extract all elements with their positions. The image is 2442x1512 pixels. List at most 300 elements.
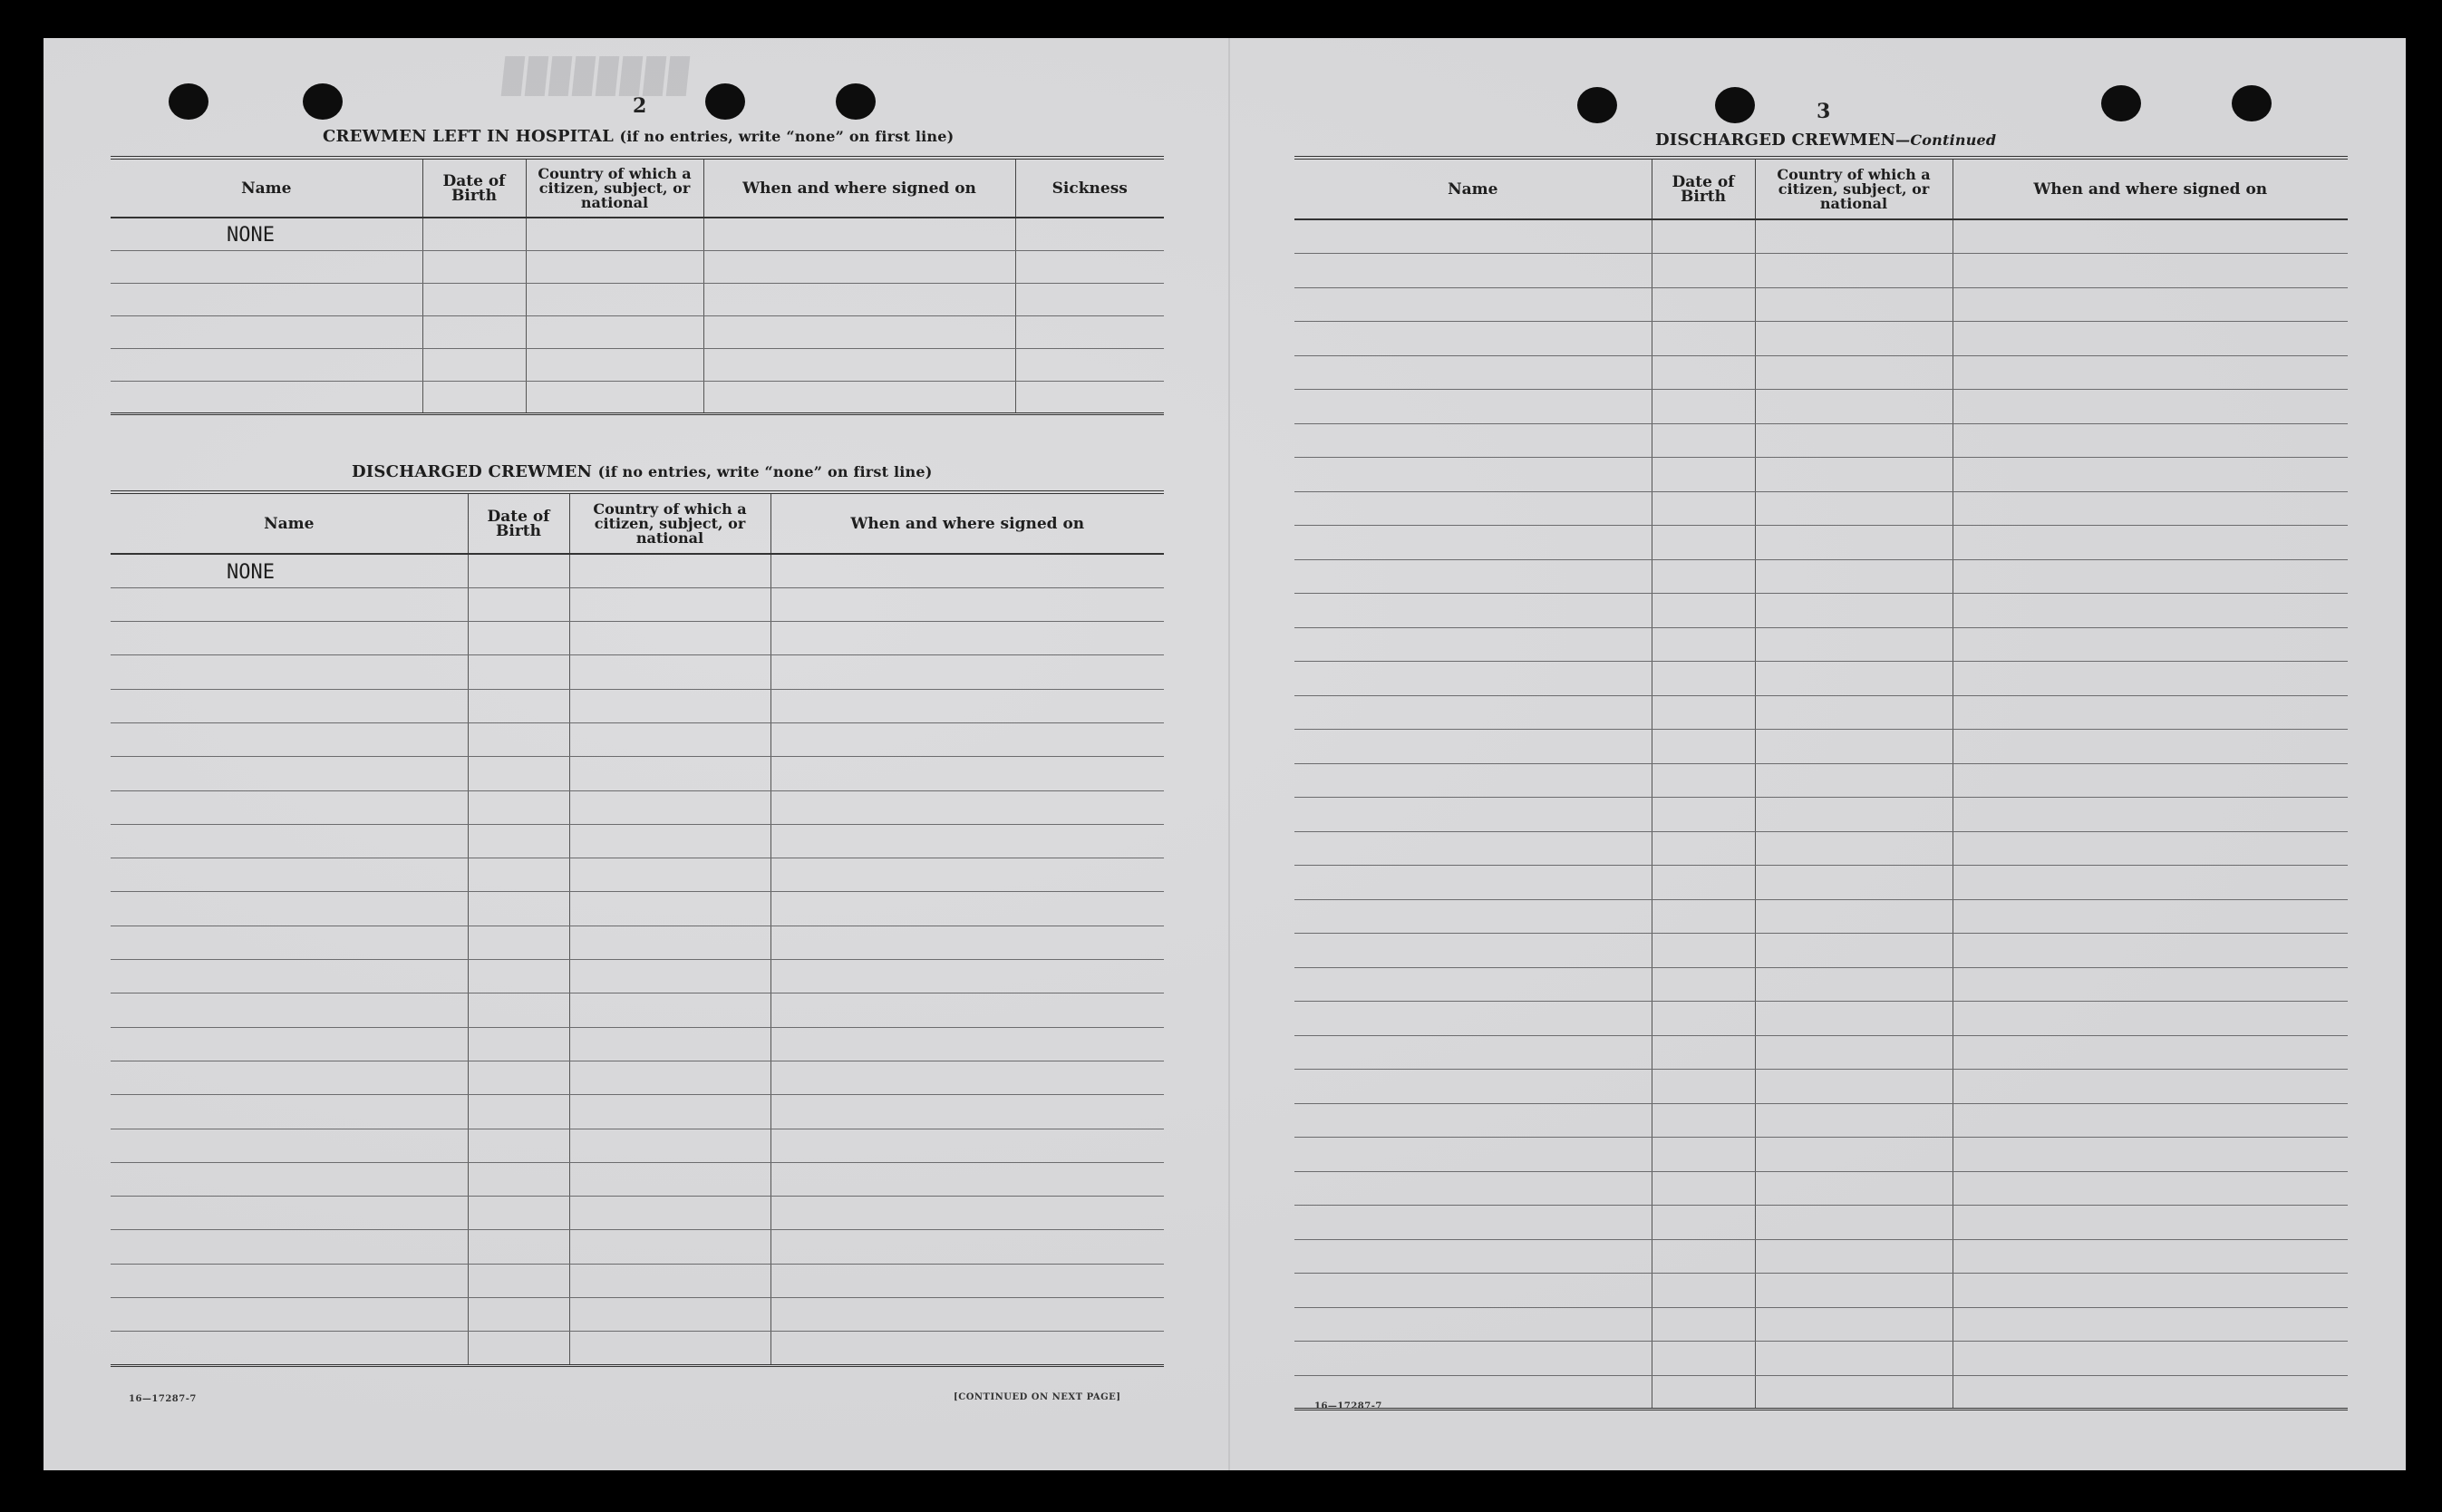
table-cell[interactable] <box>569 622 770 655</box>
table-cell[interactable] <box>569 554 770 587</box>
table-cell[interactable] <box>770 858 1164 892</box>
table-cell[interactable] <box>1953 1070 2348 1104</box>
faded-stamp <box>503 56 703 102</box>
column-header: Sickness <box>1015 158 1164 218</box>
table-row <box>111 790 1164 824</box>
table-cell[interactable] <box>1652 1070 1755 1104</box>
table-cell[interactable] <box>1755 254 1953 288</box>
table-cell[interactable] <box>468 1095 569 1129</box>
table-cell[interactable] <box>1755 1103 1953 1138</box>
table-cell[interactable] <box>1755 1307 1953 1342</box>
table-cell[interactable] <box>111 926 468 959</box>
table-row <box>111 554 1164 587</box>
table-cell[interactable] <box>569 1061 770 1094</box>
table-cell[interactable] <box>1953 934 2348 968</box>
table-cell[interactable] <box>422 315 526 348</box>
table-cell[interactable] <box>770 1095 1164 1129</box>
table-cell[interactable] <box>1652 458 1755 492</box>
table-row <box>111 1230 1164 1264</box>
table-cell[interactable] <box>1755 1206 1953 1240</box>
table-cell[interactable] <box>111 348 422 381</box>
table-cell[interactable] <box>1755 967 1953 1002</box>
table-cell[interactable] <box>1755 662 1953 696</box>
table-cell[interactable] <box>1652 1206 1755 1240</box>
table-cell[interactable] <box>1294 1274 1652 1308</box>
table-cell[interactable] <box>569 1264 770 1297</box>
table-cell[interactable] <box>111 1264 468 1297</box>
table-cell[interactable] <box>111 1298 468 1332</box>
table-cell[interactable] <box>1652 219 1755 254</box>
table-cell[interactable] <box>569 655 770 689</box>
table-cell[interactable] <box>1294 1342 1652 1376</box>
table-cell[interactable] <box>1953 1239 2348 1274</box>
table-cell[interactable] <box>770 1230 1164 1264</box>
table-cell[interactable] <box>1294 458 1652 492</box>
table-cell[interactable] <box>1652 287 1755 322</box>
column-header: When and where signed on <box>703 158 1015 218</box>
table-cell[interactable] <box>468 1332 569 1365</box>
table-cell[interactable] <box>1294 559 1652 594</box>
table-cell[interactable] <box>468 1162 569 1196</box>
table-cell[interactable] <box>1755 866 1953 900</box>
table-cell[interactable] <box>1294 662 1652 696</box>
table-cell[interactable] <box>1652 967 1755 1002</box>
table-cell[interactable] <box>770 722 1164 756</box>
table-cell[interactable] <box>770 824 1164 858</box>
table-row <box>1294 1002 2348 1036</box>
table-cell[interactable] <box>1755 1342 1953 1376</box>
discharged-continued-suffix: —Continued <box>1895 131 1997 149</box>
table-cell[interactable] <box>1294 1035 1652 1070</box>
table-cell[interactable] <box>111 1197 468 1230</box>
table-cell[interactable] <box>468 722 569 756</box>
table-cell[interactable] <box>1652 355 1755 390</box>
table-row <box>1294 1375 2348 1410</box>
table-row <box>111 824 1164 858</box>
table-cell[interactable] <box>1294 1239 1652 1274</box>
table-cell[interactable] <box>1652 899 1755 934</box>
table-cell[interactable] <box>1015 250 1164 283</box>
table-cell[interactable] <box>1953 219 2348 254</box>
table-cell[interactable] <box>111 587 468 621</box>
table-cell[interactable] <box>569 587 770 621</box>
table-cell[interactable] <box>526 283 703 315</box>
table-cell[interactable] <box>1652 831 1755 866</box>
table-cell[interactable] <box>1953 662 2348 696</box>
table-cell[interactable] <box>1953 559 2348 594</box>
punch-hole <box>836 83 876 120</box>
table-cell[interactable] <box>1652 1002 1755 1036</box>
table-cell[interactable] <box>1294 866 1652 900</box>
table-cell[interactable] <box>770 622 1164 655</box>
table-cell[interactable] <box>1953 322 2348 356</box>
table-cell[interactable] <box>468 757 569 790</box>
table-cell[interactable] <box>1755 491 1953 526</box>
table-cell[interactable] <box>1294 1002 1652 1036</box>
table-cell[interactable] <box>468 892 569 926</box>
table-cell[interactable] <box>111 960 468 993</box>
table-cell[interactable] <box>1755 322 1953 356</box>
table-cell[interactable] <box>770 790 1164 824</box>
table-cell[interactable] <box>1294 1070 1652 1104</box>
table-cell[interactable] <box>468 1027 569 1061</box>
table-cell[interactable] <box>111 1129 468 1162</box>
punch-hole <box>1715 87 1755 123</box>
table-cell[interactable] <box>111 1332 468 1365</box>
table-cell[interactable] <box>1953 1342 2348 1376</box>
table-cell[interactable] <box>111 622 468 655</box>
table-cell[interactable] <box>468 1230 569 1264</box>
table-cell[interactable] <box>1953 899 2348 934</box>
table-cell[interactable] <box>111 722 468 756</box>
table-cell[interactable] <box>468 1197 569 1230</box>
discharged-continued-title: DISCHARGED CREWMEN <box>1655 131 1896 150</box>
table-cell[interactable] <box>1755 899 1953 934</box>
table-cell[interactable] <box>111 993 468 1027</box>
table-cell[interactable] <box>569 993 770 1027</box>
table-cell[interactable] <box>1294 695 1652 730</box>
table-cell[interactable] <box>770 892 1164 926</box>
table-cell[interactable] <box>1294 934 1652 968</box>
table-row <box>1294 1274 2348 1308</box>
table-cell[interactable] <box>111 757 468 790</box>
table-row <box>111 1129 1164 1162</box>
table-cell[interactable] <box>1755 594 1953 628</box>
table-cell[interactable] <box>111 655 468 689</box>
table-cell[interactable] <box>569 1197 770 1230</box>
table-cell[interactable] <box>526 348 703 381</box>
table-cell[interactable] <box>770 1298 1164 1332</box>
table-cell[interactable] <box>1755 798 1953 832</box>
discharged-title-note: (if no entries, write “none” on first line) <box>597 463 933 480</box>
table-cell[interactable] <box>770 689 1164 722</box>
table-cell[interactable] <box>1755 1274 1953 1308</box>
table-cell[interactable] <box>1953 1307 2348 1342</box>
table-cell[interactable] <box>111 381 422 413</box>
table-cell[interactable] <box>1755 355 1953 390</box>
table-cell[interactable] <box>1294 1138 1652 1172</box>
table-cell[interactable] <box>569 689 770 722</box>
table-cell[interactable] <box>468 1298 569 1332</box>
table-cell[interactable] <box>569 824 770 858</box>
table-cell[interactable] <box>111 824 468 858</box>
table-cell[interactable] <box>468 993 569 1027</box>
table-cell[interactable] <box>1755 287 1953 322</box>
table-cell[interactable] <box>1015 348 1164 381</box>
table-cell[interactable] <box>1755 1375 1953 1410</box>
table-cell[interactable] <box>1953 254 2348 288</box>
table-cell[interactable] <box>1652 798 1755 832</box>
table-cell[interactable] <box>1953 763 2348 798</box>
table-cell[interactable] <box>1652 1274 1755 1308</box>
table-cell[interactable] <box>703 315 1015 348</box>
table-cell[interactable] <box>468 1129 569 1162</box>
table-row <box>111 315 1164 348</box>
table-cell[interactable] <box>770 1162 1164 1196</box>
table-cell[interactable] <box>1755 763 1953 798</box>
table-cell[interactable] <box>1015 315 1164 348</box>
table-cell[interactable] <box>1755 559 1953 594</box>
table-cell[interactable] <box>569 960 770 993</box>
table-row <box>1294 967 2348 1002</box>
table-cell[interactable] <box>1652 423 1755 458</box>
table-cell[interactable] <box>468 1061 569 1094</box>
table-cell[interactable] <box>1652 866 1755 900</box>
table-cell[interactable] <box>770 587 1164 621</box>
table-cell[interactable] <box>1652 763 1755 798</box>
table-cell[interactable] <box>111 689 468 722</box>
table-cell[interactable] <box>526 315 703 348</box>
column-header: Date of Birth <box>1652 158 1755 219</box>
table-cell[interactable] <box>111 1027 468 1061</box>
table-cell[interactable] <box>1652 1171 1755 1206</box>
table-cell[interactable] <box>1652 1103 1755 1138</box>
table-cell[interactable] <box>1953 798 2348 832</box>
table-cell[interactable] <box>1953 355 2348 390</box>
table-cell[interactable] <box>1652 627 1755 662</box>
column-header: Date of Birth <box>468 492 569 554</box>
column-header: Name <box>1294 158 1652 219</box>
table-cell[interactable] <box>111 1061 468 1094</box>
table-cell[interactable] <box>703 381 1015 413</box>
table-row <box>1294 1103 2348 1138</box>
table-cell[interactable] <box>1755 458 1953 492</box>
table-cell[interactable] <box>468 554 569 587</box>
table-row <box>111 587 1164 621</box>
table-cell[interactable] <box>1652 1342 1755 1376</box>
table-cell[interactable] <box>1755 695 1953 730</box>
table-cell[interactable] <box>111 250 422 283</box>
table-cell[interactable] <box>1294 1307 1652 1342</box>
table-cell[interactable] <box>1652 559 1755 594</box>
table-cell[interactable] <box>569 858 770 892</box>
table-cell[interactable] <box>770 1197 1164 1230</box>
table-cell[interactable] <box>1953 1103 2348 1138</box>
table-cell[interactable] <box>1652 594 1755 628</box>
table-cell[interactable] <box>1294 730 1652 764</box>
table-cell[interactable] <box>569 926 770 959</box>
table-cell[interactable] <box>770 554 1164 587</box>
table-cell[interactable] <box>1755 627 1953 662</box>
table-cell[interactable] <box>1294 1103 1652 1138</box>
discharged-table <box>111 490 1164 1367</box>
table-cell[interactable] <box>1294 899 1652 934</box>
table-cell[interactable] <box>1652 322 1755 356</box>
table-cell[interactable] <box>1652 254 1755 288</box>
table-cell[interactable] <box>1652 695 1755 730</box>
table-cell[interactable] <box>703 250 1015 283</box>
table-cell[interactable] <box>1294 526 1652 560</box>
table-cell[interactable] <box>1294 219 1652 254</box>
table-cell[interactable] <box>1953 695 2348 730</box>
table-cell[interactable] <box>526 250 703 283</box>
table-cell[interactable] <box>1652 1239 1755 1274</box>
table-cell[interactable] <box>468 587 569 621</box>
table-cell[interactable] <box>569 1230 770 1264</box>
table-cell[interactable] <box>111 790 468 824</box>
table-cell[interactable] <box>1294 254 1652 288</box>
table-cell[interactable] <box>1953 491 2348 526</box>
table-cell[interactable] <box>1015 381 1164 413</box>
table-cell[interactable] <box>1294 594 1652 628</box>
table-cell[interactable] <box>1294 831 1652 866</box>
table-cell[interactable] <box>422 283 526 315</box>
table-cell[interactable] <box>1294 355 1652 390</box>
table-cell[interactable] <box>111 1095 468 1129</box>
table-cell[interactable] <box>1953 1138 2348 1172</box>
table-cell[interactable] <box>468 689 569 722</box>
table-cell[interactable] <box>1953 866 2348 900</box>
table-row <box>111 926 1164 959</box>
table-cell[interactable] <box>1953 423 2348 458</box>
table-cell[interactable] <box>1294 1171 1652 1206</box>
table-cell[interactable] <box>770 993 1164 1027</box>
table-row <box>111 1264 1164 1297</box>
table-cell[interactable] <box>770 757 1164 790</box>
page-number: 2 <box>633 94 647 118</box>
table-cell[interactable] <box>703 283 1015 315</box>
table-cell[interactable] <box>1755 1171 1953 1206</box>
table-cell[interactable] <box>1953 287 2348 322</box>
table-cell[interactable] <box>1953 458 2348 492</box>
table-cell[interactable] <box>468 790 569 824</box>
table-cell[interactable] <box>111 858 468 892</box>
punch-hole <box>303 83 343 120</box>
table-cell[interactable] <box>1953 967 2348 1002</box>
table-cell[interactable] <box>111 1230 468 1264</box>
table-cell[interactable] <box>422 381 526 413</box>
table-cell[interactable] <box>1294 763 1652 798</box>
table-cell[interactable] <box>1652 1035 1755 1070</box>
table-cell[interactable] <box>1755 526 1953 560</box>
table-cell[interactable] <box>1755 219 1953 254</box>
table-cell[interactable] <box>1953 1035 2348 1070</box>
table-cell[interactable] <box>569 722 770 756</box>
table-cell[interactable] <box>1953 831 2348 866</box>
table-cell[interactable] <box>1294 627 1652 662</box>
table-cell[interactable] <box>111 892 468 926</box>
table-cell[interactable] <box>468 960 569 993</box>
table-cell[interactable] <box>569 1095 770 1129</box>
table-cell[interactable] <box>1755 831 1953 866</box>
table-cell[interactable] <box>468 824 569 858</box>
table-cell[interactable] <box>1755 1002 1953 1036</box>
table-cell[interactable] <box>770 1027 1164 1061</box>
table-cell[interactable] <box>1652 491 1755 526</box>
table-cell[interactable] <box>1652 934 1755 968</box>
table-cell[interactable] <box>526 381 703 413</box>
table-cell[interactable] <box>468 858 569 892</box>
table-cell[interactable] <box>422 348 526 381</box>
table-cell[interactable] <box>526 218 703 250</box>
table-cell[interactable] <box>1652 1307 1755 1342</box>
table-cell[interactable] <box>1294 390 1652 424</box>
table-cell[interactable] <box>1294 322 1652 356</box>
table-cell[interactable] <box>569 1332 770 1365</box>
table-cell[interactable] <box>1294 423 1652 458</box>
table-cell[interactable] <box>1953 1375 2348 1410</box>
table-cell[interactable] <box>770 1061 1164 1094</box>
table-cell[interactable] <box>1015 218 1164 250</box>
table-cell[interactable] <box>569 790 770 824</box>
table-cell[interactable] <box>1015 283 1164 315</box>
table-cell[interactable] <box>569 1129 770 1162</box>
table-cell[interactable] <box>1755 1070 1953 1104</box>
table-cell[interactable] <box>1652 1138 1755 1172</box>
table-cell[interactable] <box>770 1332 1164 1365</box>
table-cell[interactable] <box>468 1264 569 1297</box>
table-cell[interactable] <box>468 622 569 655</box>
table-cell[interactable] <box>770 960 1164 993</box>
table-cell[interactable] <box>111 218 422 250</box>
table-cell[interactable] <box>111 283 422 315</box>
table-row <box>1294 491 2348 526</box>
table-cell[interactable] <box>1294 287 1652 322</box>
table-cell[interactable] <box>1652 1375 1755 1410</box>
table-row <box>111 892 1164 926</box>
table-cell[interactable] <box>1652 526 1755 560</box>
table-cell[interactable] <box>1755 1138 1953 1172</box>
table-cell[interactable] <box>569 1027 770 1061</box>
table-cell[interactable] <box>1755 1239 1953 1274</box>
table-cell[interactable] <box>111 554 468 587</box>
table-cell[interactable] <box>1755 730 1953 764</box>
table-cell[interactable] <box>1755 390 1953 424</box>
table-row <box>111 1298 1164 1332</box>
table-cell[interactable] <box>1755 1035 1953 1070</box>
table-cell[interactable] <box>1652 390 1755 424</box>
column-header: Country of which a citizen, subject, or national <box>1755 158 1953 219</box>
table-cell[interactable] <box>468 926 569 959</box>
table-cell[interactable] <box>569 757 770 790</box>
table-cell[interactable] <box>569 892 770 926</box>
table-row <box>111 622 1164 655</box>
table-cell[interactable] <box>770 926 1164 959</box>
table-cell[interactable] <box>770 1264 1164 1297</box>
table-cell[interactable] <box>1294 798 1652 832</box>
table-cell[interactable] <box>422 218 526 250</box>
table-row <box>111 689 1164 722</box>
table-cell[interactable] <box>703 218 1015 250</box>
table-cell[interactable] <box>1953 526 2348 560</box>
table-cell[interactable] <box>1294 1206 1652 1240</box>
table-cell[interactable] <box>703 348 1015 381</box>
table-cell[interactable] <box>1294 967 1652 1002</box>
table-cell[interactable] <box>770 1129 1164 1162</box>
table-row <box>111 381 1164 413</box>
table-cell[interactable] <box>1953 1171 2348 1206</box>
table-cell[interactable] <box>1953 594 2348 628</box>
table-cell[interactable] <box>1953 390 2348 424</box>
table-cell[interactable] <box>468 655 569 689</box>
table-cell[interactable] <box>1652 662 1755 696</box>
table-cell[interactable] <box>569 1162 770 1196</box>
table-cell[interactable] <box>770 655 1164 689</box>
table-cell[interactable] <box>1294 491 1652 526</box>
table-cell[interactable] <box>111 1162 468 1196</box>
table-cell[interactable] <box>1953 1274 2348 1308</box>
table-cell[interactable] <box>1953 627 2348 662</box>
table-cell[interactable] <box>1953 1206 2348 1240</box>
table-cell[interactable] <box>1953 1002 2348 1036</box>
table-cell[interactable] <box>1755 423 1953 458</box>
table-cell[interactable] <box>569 1298 770 1332</box>
table-cell[interactable] <box>422 250 526 283</box>
table-cell[interactable] <box>1953 730 2348 764</box>
table-cell[interactable] <box>1652 730 1755 764</box>
table-cell[interactable] <box>1755 934 1953 968</box>
table-cell[interactable] <box>111 315 422 348</box>
